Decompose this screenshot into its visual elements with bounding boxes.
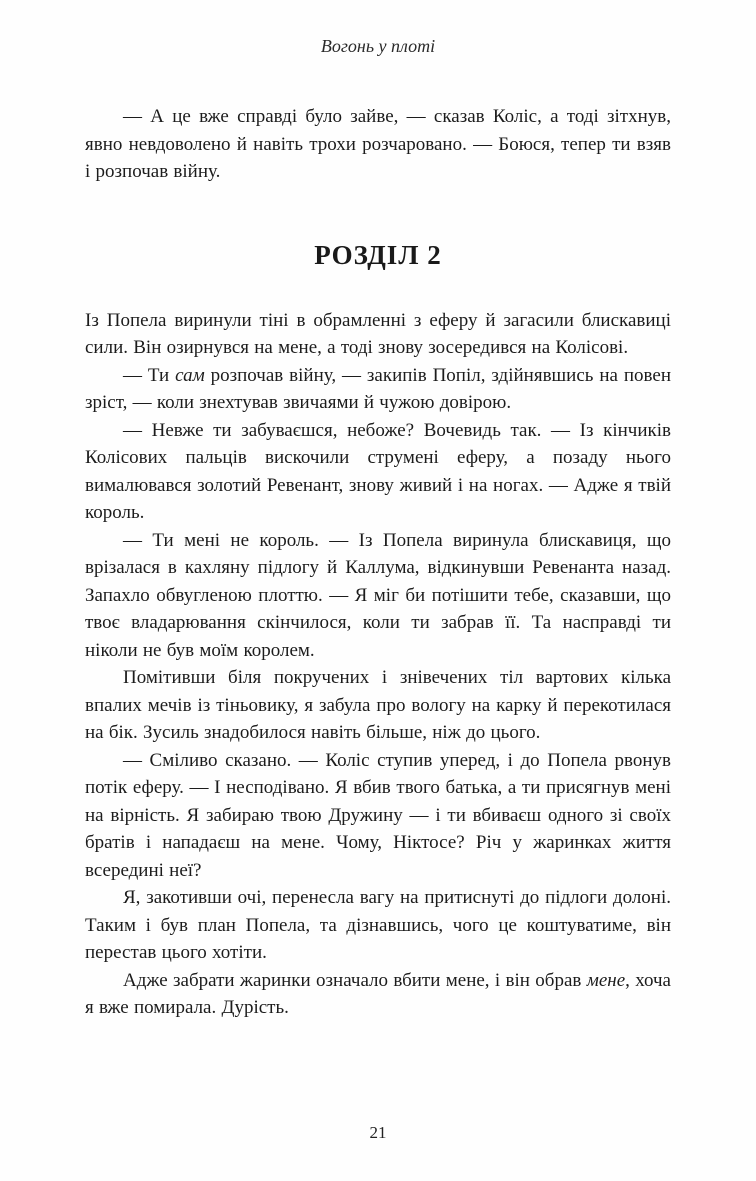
text-segment: Із Попела виринули тіні в обрамленні з еферу й загасили блискавиці сили. Він озирнувся на мене, а тоді знову зосередився на Колісові. — [85, 309, 671, 358]
paragraph — [85, 747, 671, 885]
italic-text: мене — [586, 969, 626, 991]
paragraph — [85, 884, 671, 967]
text-segment: Адже забрати жаринки означало вбити мене, і він обрав — [123, 969, 587, 991]
previous-chapter-ending — [85, 103, 671, 186]
page-number: 21 — [369, 1123, 387, 1142]
paragraph — [85, 417, 671, 527]
chapter-body — [85, 307, 671, 1022]
text-segment: — Сміливо сказано. — Коліс ступив уперед, і до Попела рвонув потік еферу. — І несподівано. Я вбив твого батька, а ти присягнув мені на вірність. Я забираю твою Дружину — і ти вбиваєш одного зі своїх братів і нападаєш на мене. Чому, Ніктосе? Річ у жаринках життя всередині неї? — [85, 749, 671, 881]
paragraph — [85, 967, 671, 1022]
text-segment: — Невже ти забуваєшся, небоже? Вочевидь так. — Із кінчиків Колісових пальців вискочили струмені еферу, а позаду нього вималювався золотий Ревенант, знову живий і на ногах. — Адже я твій король. — [85, 419, 671, 523]
paragraph — [85, 307, 671, 362]
text-segment: , хоча я вже помирала. Дурість. — [85, 969, 671, 1018]
paragraph — [85, 103, 671, 186]
text-segment: — Ти мені не король. — Із Попела виринула блискавиця, що врізалася в кахляну підлогу й Каллума, відкинувши Ревенанта назад. Запахло обвугленою плоттю. — Я міг би потішити тебе, сказавши, що твоє владарювання скінчилося, коли ти забрав її. Та насправді ти ніколи не був моїм королем. — [85, 529, 671, 661]
paragraph — [85, 527, 671, 665]
text-segment: розпочав війну, — закипів Попіл, здійнявшись на повен зріст, — коли знехтував звичаями й чужою довірою. — [85, 364, 671, 413]
chapter-title: РОЗДІЛ 2 — [314, 239, 442, 270]
text-segment: Помітивши біля покручених і знівечених тіл вартових кілька впалих мечів із тіньовику, я забула про вологу на карку й перекотилася на бік. Зусиль знадобилося навіть більше, ніж до цього. — [85, 667, 671, 743]
text-segment: — Ти — [123, 364, 176, 386]
text-segment: — А це вже справді було зайве, — сказав Коліс, а тоді зітхнув, явно невдоволено й навіть трохи розчаровано. — Боюся, тепер ти взяв і розпочав війну. — [85, 106, 671, 182]
running-header: Вогонь у плоті — [320, 36, 436, 56]
paragraph — [85, 362, 671, 417]
text-segment: Я, закотивши очі, перенесла вагу на притиснуті до підлоги долоні. Таким і був план Попела, та дізнавшись, чого це коштуватиме, він перестав цього хотіти. — [85, 887, 671, 963]
paragraph — [85, 664, 671, 747]
italic-text: сам — [175, 364, 205, 386]
